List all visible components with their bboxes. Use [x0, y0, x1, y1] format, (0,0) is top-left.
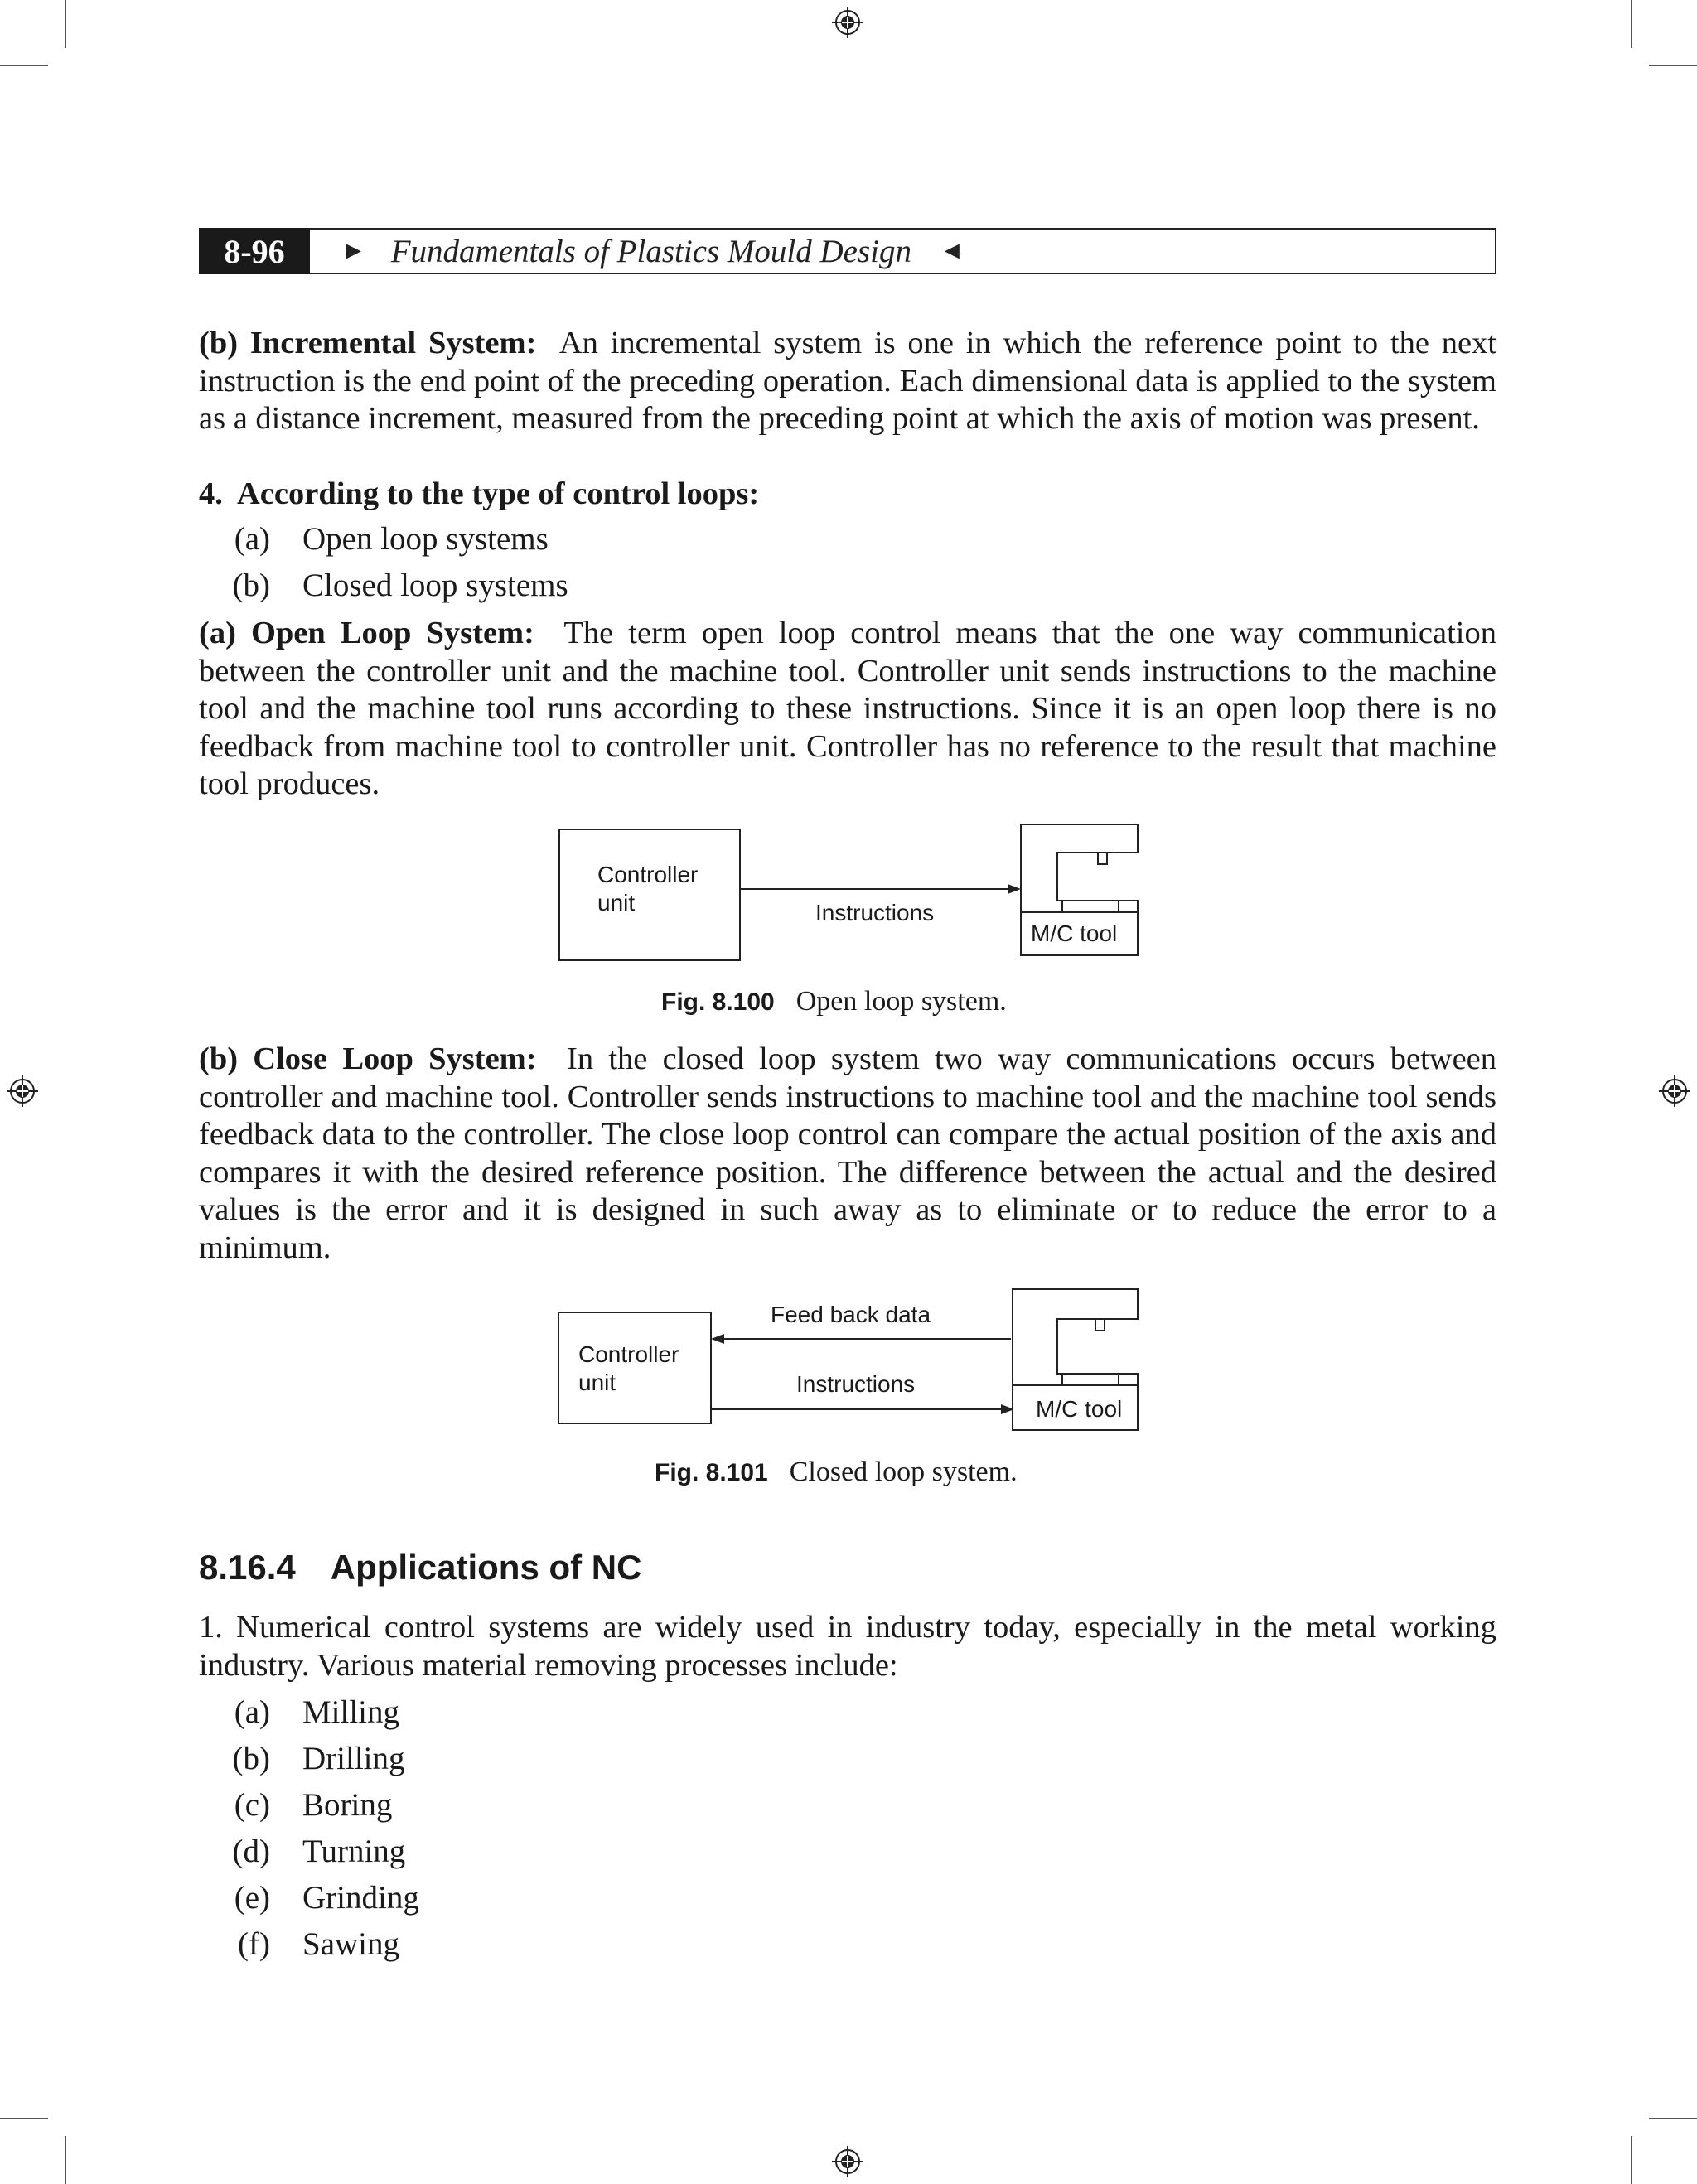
list-item-text: Sawing: [302, 1926, 399, 1962]
arrowhead-icon: [1008, 884, 1021, 894]
triangle-left-icon: ◄: [940, 237, 965, 264]
workpiece-icon: [1062, 901, 1119, 912]
crop-mark: [1649, 2118, 1697, 2119]
list-item-text: Grinding: [302, 1880, 419, 1916]
list-item: [199, 1833, 696, 1870]
list-item: [199, 567, 696, 604]
list-item-text: Drilling: [302, 1741, 405, 1776]
controller-label-line2: unit: [578, 1370, 616, 1395]
controller-label-line1: Controller: [578, 1341, 679, 1367]
workpiece-icon: [1062, 1374, 1119, 1385]
closed-loop-text: In the closed loop system two way communications occurs between controller and machine tool. Controller sends instructions to machine tool and the machine tool sends feedback data to the controller. The close loop control can compare the actual position of the axis and compares it with the desired reference position. The difference between the actual and the desired values is the error and it is designed in such away as to eliminate or to reduce the error to a minimum.: [199, 1041, 1496, 1265]
control-loops-heading: 4. According to the type of control loops:: [199, 476, 760, 511]
running-title: [341, 228, 965, 274]
list-item-label: (a): [234, 521, 270, 557]
open-loop-text: The term open loop control means that the one way communication between the controller unit and the machine tool. Controller unit sends instructions to the machine tool and the machine tool runs according to these instructions. Since it is an open loop there is no feedback from machine tool to controller unit. Controller has no reference to the result that machine tool produces.: [199, 616, 1496, 801]
section-title: Applications of NC: [330, 1548, 642, 1587]
list-item-text: Boring: [302, 1787, 393, 1823]
incremental-system-label: (b) Incremental System:: [199, 326, 537, 360]
registration-mark-icon: [832, 2146, 863, 2177]
list-item-text: Closed loop systems: [302, 568, 568, 603]
list-item-label: (b): [232, 1741, 270, 1776]
closed-loop-label: (b) Close Loop System:: [199, 1041, 537, 1076]
open-loop-diagram: [547, 816, 1152, 965]
list-item-label: (d): [232, 1834, 270, 1869]
list-item: [199, 520, 696, 558]
figure-caption: [655, 1457, 1018, 1488]
instructions-label: Instructions: [796, 1371, 916, 1397]
figure-label: Fig. 8.100: [661, 988, 775, 1016]
machine-tool-label: M/C tool: [1031, 920, 1118, 946]
closed-loop-paragraph: [199, 1041, 1496, 1267]
section-number: 8.16.4: [199, 1548, 296, 1587]
figure-caption-text: Open loop system.: [795, 986, 1007, 1017]
crop-mark: [65, 2136, 66, 2184]
spindle-icon: [1098, 853, 1107, 864]
open-loop-paragraph: [199, 615, 1496, 804]
section-heading: [199, 1548, 641, 1587]
figure-label: Fig. 8.101: [655, 1459, 768, 1486]
spindle-icon: [1095, 1319, 1105, 1331]
figure-caption: [661, 986, 1007, 1017]
triangle-right-icon: ►: [341, 237, 366, 264]
feedback-label: Feed back data: [771, 1302, 931, 1327]
crop-mark: [1649, 65, 1697, 66]
list-item: [199, 1786, 696, 1824]
list-item-label: (e): [234, 1880, 270, 1916]
registration-mark-icon: [7, 1075, 38, 1107]
crop-mark: [0, 2118, 48, 2119]
crop-mark: [1631, 2136, 1632, 2184]
registration-mark-icon: [1659, 1075, 1690, 1107]
crop-mark: [65, 0, 66, 48]
arrowhead-icon: [711, 1334, 724, 1344]
instructions-label: Instructions: [815, 900, 935, 925]
incremental-system-paragraph: [199, 325, 1496, 438]
open-loop-label: (a) Open Loop System:: [199, 616, 534, 650]
list-item-text: Turning: [302, 1834, 406, 1869]
incremental-system-text: An incremental system is one in which the reference point to the next instruction is the end point of the preceding operation. Each dimensional data is applied to the system as a distance increment, measured from the preceding point at which the axis of motion was present.: [199, 326, 1496, 436]
applications-intro: 1. Numerical control systems are widely used in industry today, especially in the metal working industry. Various material removing processes include:: [199, 1610, 1496, 1683]
registration-mark-icon: [832, 7, 863, 38]
controller-unit-box: [559, 829, 740, 960]
controller-unit-box: [558, 1312, 711, 1423]
closed-loop-diagram: [547, 1284, 1152, 1437]
list-item-label: (b): [232, 568, 270, 603]
list-item-label: (f): [238, 1926, 270, 1962]
crop-mark: [0, 65, 48, 66]
list-item-text: Open loop systems: [302, 521, 549, 557]
crop-mark: [1631, 0, 1632, 48]
machine-tool-label: M/C tool: [1036, 1396, 1123, 1422]
book-title: Fundamentals of Plastics Mould Design: [390, 233, 911, 269]
list-item-text: Milling: [302, 1694, 400, 1730]
figure-caption-text: Closed loop system.: [789, 1457, 1018, 1487]
list-item: [199, 1740, 696, 1777]
list-item: [199, 1694, 696, 1731]
list-item-label: (a): [234, 1694, 270, 1730]
page-number: 8-96: [199, 228, 310, 274]
controller-label-line1: Controller: [597, 862, 699, 887]
controller-label-line2: unit: [597, 890, 636, 916]
list-item-label: (c): [234, 1787, 270, 1823]
list-item: [199, 1879, 696, 1916]
list-item: [199, 1925, 696, 1963]
